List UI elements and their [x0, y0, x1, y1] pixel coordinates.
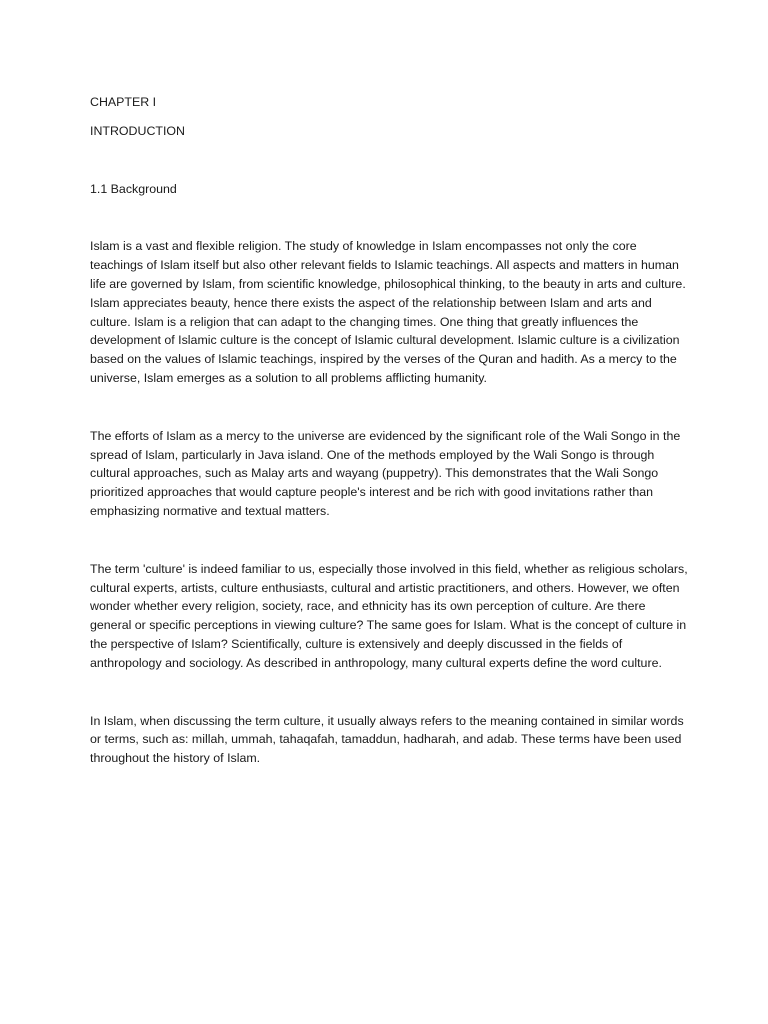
paragraph-4: In Islam, when discussing the term culture, it usually always refers to the meaning contained in similar words or terms, such as: millah, ummah, tahaqafah, tamaddun, hadharah, and adab. These terms have been used throughout the history of Islam.	[90, 713, 684, 766]
section-heading: 1.1 Background	[90, 181, 177, 196]
paragraph-2: The efforts of Islam as a mercy to the universe are evidenced by the significant role of the Wali Songo in the spread of Islam, particularly in Java island. One of the methods employed by the Wali Songo is through cultural approaches, such as Malay arts and wayang (puppetry). This demonstrates that the Wali Songo prioritized approaches that would capture people's interest and be rich with good invitations rather than emphasizing normative and textual matters.	[90, 428, 681, 518]
paragraph-1: Islam is a vast and flexible religion. The study of knowledge in Islam encompasses not only the core teachings of Islam itself but also other relevant fields to Islamic teachings. All aspects and matters in human life are governed by Islam, from scientific knowledge, philosophical thinking, to the beauty in arts and culture. Islam appreciates beauty, hence there exists the aspect of the relationship between Islam and arts and culture. Islam is a religion that can adapt to the changing times. One thing that greatly influences the development of Islamic culture is the concept of Islamic cultural development. Islamic culture is a civilization based on the values of Islamic teachings, inspired by the verses of the Quran and hadith. As a mercy to the universe, Islam emerges as a solution to all problems afflicting humanity.	[90, 239, 686, 385]
chapter-label: CHAPTER I	[90, 95, 157, 109]
chapter-title: INTRODUCTION	[90, 123, 185, 138]
paragraph-3: The term 'culture' is indeed familiar to us, especially those involved in this field, whether as religious scholars, cultural experts, artists, culture enthusiasts, cultural and artistic practitioners, and others. However, we often wonder whether every religion, society, race, and ethnicity has its own perception of culture. Are there general or specific perceptions in viewing culture? The same goes for Islam. What is the concept of culture in the perspective of Islam? Scientifically, culture is extensively and deeply discussed in the fields of anthropology and sociology. As described in anthropology, many cultural experts define the word culture.	[90, 561, 688, 670]
document-page	[90, 93, 690, 807]
